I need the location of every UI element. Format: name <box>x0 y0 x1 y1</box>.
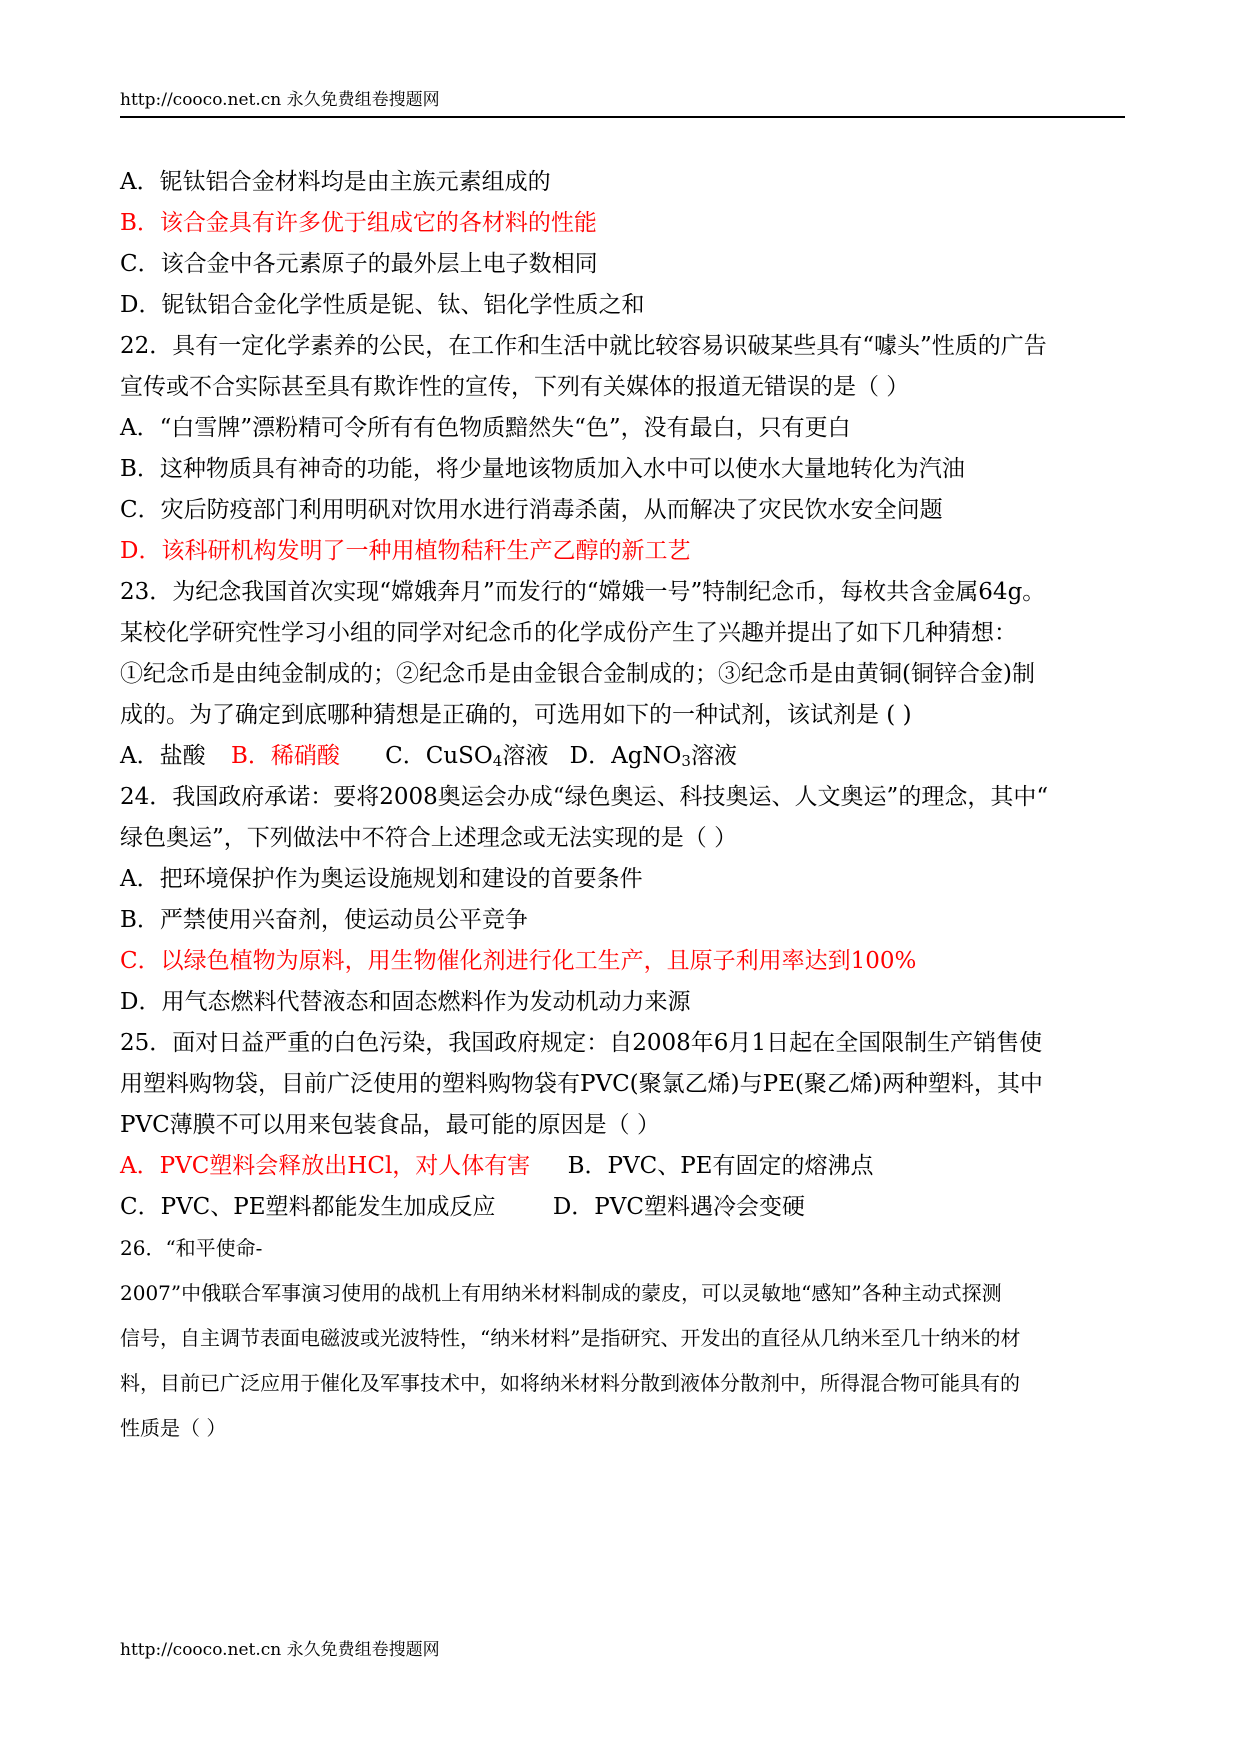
q25-option-b: B．PVC、PE有固定的熔沸点 <box>567 1153 874 1179</box>
q24-option-c-answer: C．以绿色植物为原料，用生物催化剂进行化工生产，且原子利用率达到100% <box>120 948 917 974</box>
q26-stem-line5: 性质是（ ） <box>120 1416 227 1440</box>
q24-option-b: B．严禁使用兴奋剂，使运动员公平竞争 <box>120 907 528 933</box>
q26-stem-line4: 料，目前已广泛应用于催化及军事技术中，如将纳米材料分散到液体分散剂中，所得混合物可能具有的 <box>120 1371 1020 1395</box>
header-text: http://cooco.net.cn 永久免费组卷搜题网 <box>120 90 440 110</box>
q23-stem-line1: 23．为纪念我国首次实现“嫦娥奔月”而发行的“嫦娥一号”特制纪念币，每枚共含金属64g。 <box>120 579 1046 605</box>
q25-options-row1 <box>120 1150 873 1182</box>
q22-option-a: A．“白雪牌”漂粉精可令所有有色物质黯然失“色”，没有最白，只有更白 <box>120 415 851 441</box>
q25-stem-line1: 25．面对日益严重的白色污染，我国政府规定：自2008年6月1日起在全国限制生产销售使 <box>120 1030 1043 1056</box>
q26-stem-line1: 26．“和平使命- <box>120 1236 263 1260</box>
q23-option-a: A．盐酸 <box>120 743 206 769</box>
q21-option-c: C．该合金中各元素原子的最外层上电子数相同 <box>120 251 598 277</box>
q23-option-d: D．AgNO$_3$溶液 <box>569 743 737 770</box>
page-header <box>120 88 1125 118</box>
q25-stem-line2: 用塑料购物袋，目前广泛使用的塑料购物袋有PVC(聚氯乙烯)与PE(聚乙烯)两种塑料，其中 <box>120 1071 1043 1097</box>
q22-stem-line1: 22．具有一定化学素养的公民，在工作和生活中就比较容易识破某些具有“噱头”性质的广告 <box>120 333 1047 359</box>
q24-stem-line1: 24．我国政府承诺：要将2008奥运会办成“绿色奥运、科技奥运、人文奥运”的理念，其中“ <box>120 784 1049 810</box>
q24-option-a: A．把环境保护作为奥运设施规划和建设的首要条件 <box>120 866 643 892</box>
q25-options-row2 <box>120 1191 805 1223</box>
q23-stem-line4: 成的。为了确定到底哪种猜想是正确的，可选用如下的一种试剂，该试剂是 ( ) <box>120 702 912 728</box>
q23-stem-line2: 某校化学研究性学习小组的同学对纪念币的化学成份产生了兴趣并提出了如下几种猜想： <box>120 620 1017 646</box>
footer-text: http://cooco.net.cn 永久免费组卷搜题网 <box>120 1640 440 1660</box>
q21-option-b-answer: B．该合金具有许多优于组成它的各材料的性能 <box>120 210 597 236</box>
q22-option-d-answer: D．该科研机构发明了一种用植物秸秆生产乙醇的新工艺 <box>120 538 691 564</box>
q23-option-c: C．CuSO$_4$溶液 <box>385 743 549 770</box>
q23-stem-line3: ①纪念币是由纯金制成的；②纪念币是由金银合金制成的；③纪念币是由黄铜(铜锌合金)制 <box>120 661 1035 687</box>
q25-option-a-answer: A．PVC塑料会释放出HCl，对人体有害 <box>120 1153 531 1179</box>
q22-stem-line2: 宣传或不合实际甚至具有欺诈性的宣传，下列有关媒体的报道无错误的是（ ） <box>120 374 910 400</box>
q23-option-b-answer: B．稀硝酸 <box>230 743 340 769</box>
q22-option-b: B．这种物质具有神奇的功能，将少量地该物质加入水中可以使水大量地转化为汽油 <box>120 456 965 482</box>
q25-option-d: D．PVC塑料遇冷会变硬 <box>552 1194 805 1220</box>
page-footer <box>120 1638 440 1662</box>
q24-option-d: D．用气态燃料代替液态和固态燃料作为发动机动力来源 <box>120 989 691 1015</box>
q26-stem-line3: 信号，自主调节表面电磁波或光波特性，“纳米材料”是指研究、开发出的直径从几纳米至几十纳米的材 <box>120 1326 1021 1350</box>
q23-options <box>120 740 737 772</box>
q22-option-c: C．灾后防疫部门利用明矾对饮用水进行消毒杀菌，从而解决了灾民饮水安全问题 <box>120 497 943 523</box>
q24-stem-line2: 绿色奥运”，下列做法中不符合上述理念或无法实现的是（ ） <box>120 825 738 851</box>
q25-option-c: C．PVC、PE塑料都能发生加成反应 <box>120 1194 496 1220</box>
q26-stem-line2: 2007”中俄联合军事演习使用的战机上有用纳米材料制成的蒙皮，可以灵敏地“感知”各种主动式探测 <box>120 1281 1002 1305</box>
q21-option-d: D．铌钛铝合金化学性质是铌、钛、铝化学性质之和 <box>120 292 645 318</box>
q25-stem-line3: PVC薄膜不可以用来包装食品，最可能的原因是（ ） <box>120 1112 660 1138</box>
q21-option-a: A．铌钛铝合金材料均是由主族元素组成的 <box>120 169 551 195</box>
